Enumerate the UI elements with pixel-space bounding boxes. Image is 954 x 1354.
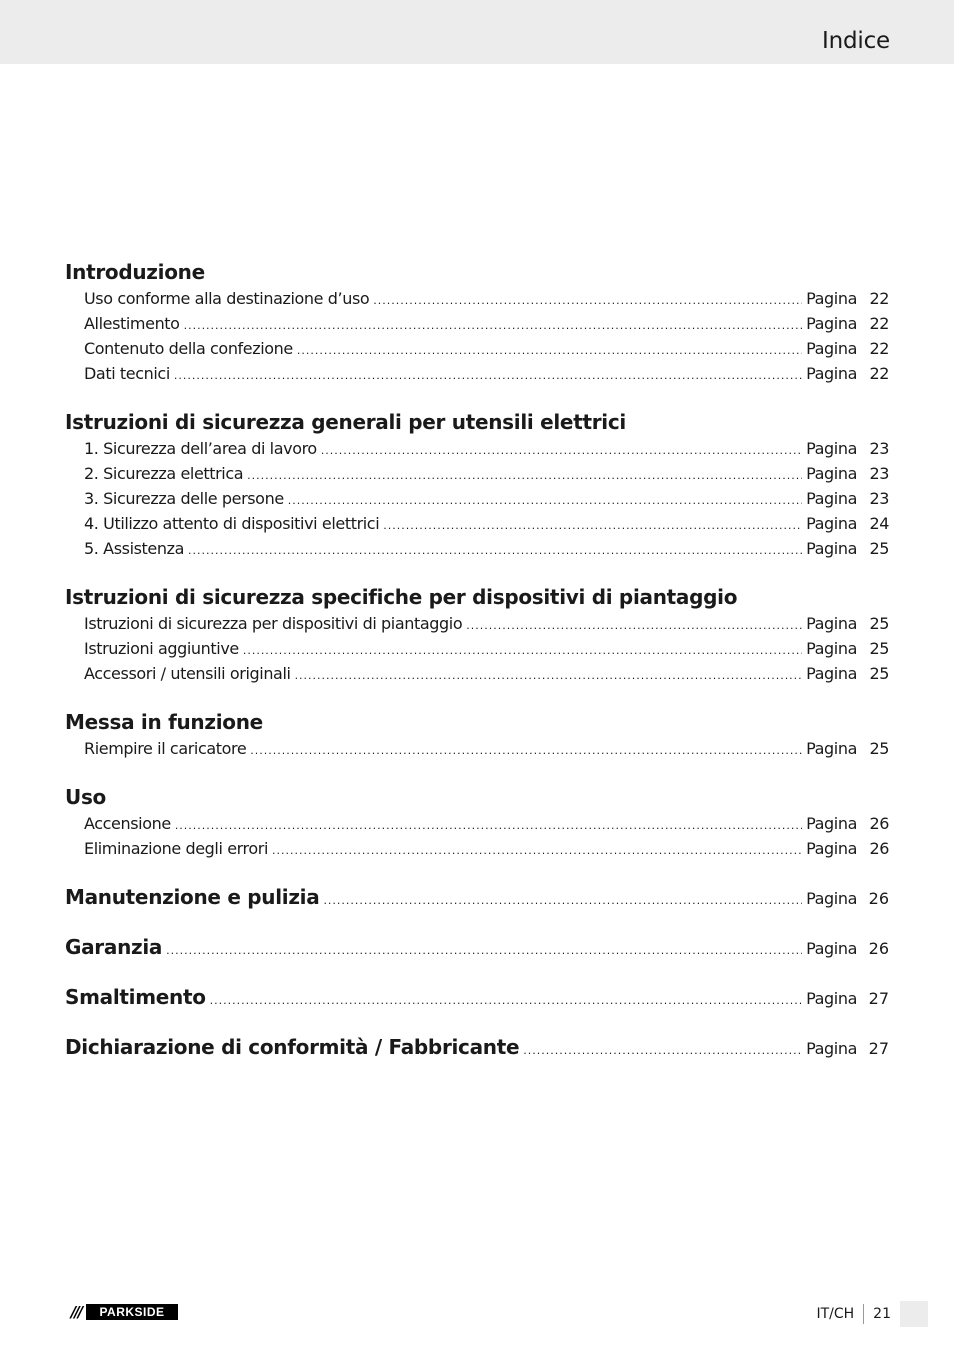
toc-entry-page-number: 26 [869, 839, 889, 858]
dot-leader [250, 738, 802, 763]
toc-entry-label: 5. Assistenza [84, 539, 185, 558]
dot-leader [373, 288, 802, 313]
page-number: 21 [873, 1306, 891, 1322]
toc-entry-page-number: 26 [868, 889, 889, 908]
toc-entry-label: Accessori / utensili originali [84, 664, 291, 683]
toc-entry-page-number: 25 [869, 539, 889, 558]
toc-entry-page-number: 26 [868, 939, 889, 958]
toc-entry-page-word: Pagina [806, 489, 857, 508]
toc-entry[interactable] [65, 611, 889, 636]
toc-entry-label: Istruzioni aggiuntive [84, 639, 239, 658]
dot-leader [295, 663, 803, 688]
toc-entry-page-word: Pagina [806, 989, 857, 1008]
toc-section-heading[interactable]: Uso [65, 785, 106, 809]
dot-leader [175, 813, 802, 838]
toc-entry-page-number: 26 [869, 814, 889, 833]
toc-entry-label: Riempire il caricatore [84, 739, 247, 758]
toc-entry-page-word: Pagina [806, 814, 857, 833]
toc-entry-page-number: 23 [869, 439, 889, 458]
toc-entry-label: Dati tecnici [84, 364, 170, 383]
toc-section-heading[interactable]: Messa in funzione [65, 710, 263, 734]
toc-entry[interactable] [65, 336, 889, 361]
dot-leader [297, 338, 802, 363]
toc-entry-page-word: Pagina [806, 889, 857, 908]
toc-entry-page-word: Pagina [806, 439, 857, 458]
section-spacer [65, 686, 889, 708]
toc-entry-page-word: Pagina [806, 464, 857, 483]
toc-entry-page-number: 22 [869, 314, 889, 333]
toc-section-heading[interactable]: Istruzioni di sicurezza generali per utensili elettrici [65, 410, 626, 434]
section-spacer [65, 561, 889, 583]
toc-entry-label: Accensione [84, 814, 171, 833]
toc-heading-entry[interactable] [65, 983, 889, 1011]
dot-leader [184, 313, 803, 338]
dot-leader [247, 463, 802, 488]
dot-leader [383, 513, 802, 538]
dot-leader [174, 363, 802, 388]
toc-entry-label: Eliminazione degli errori [84, 839, 268, 858]
dot-leader [243, 638, 802, 663]
toc-entry[interactable] [65, 511, 889, 536]
language-code: IT/CH [816, 1306, 855, 1322]
toc-entry-label: 2. Sicurezza elettrica [84, 464, 244, 483]
toc-entry-page-number: 25 [869, 739, 889, 758]
page-footer [816, 1301, 928, 1327]
toc-entry-page-word: Pagina [806, 339, 857, 358]
toc-entry-label: Allestimento [84, 314, 180, 333]
toc-entry[interactable] [65, 661, 889, 686]
toc-entry-page-word: Pagina [806, 314, 857, 333]
section-spacer [65, 386, 889, 408]
toc-entry-page-number: 27 [868, 989, 889, 1008]
toc-entry-page-word: Pagina [806, 1039, 857, 1058]
toc-heading-label: Smaltimento [65, 985, 206, 1009]
toc-entry[interactable] [65, 636, 889, 661]
dot-leader [321, 438, 802, 463]
toc-entry-page-word: Pagina [806, 939, 857, 958]
toc-entry[interactable] [65, 286, 889, 311]
toc-entry-page-number: 23 [869, 489, 889, 508]
toc-entry-page-word: Pagina [806, 364, 857, 383]
toc-entry-label: Uso conforme alla destinazione d’uso [84, 289, 370, 308]
toc-heading-label: Garanzia [65, 935, 163, 959]
toc-entry-label: 1. Sicurezza dell’area di lavoro [84, 439, 317, 458]
toc-entry-page-number: 22 [869, 289, 889, 308]
toc-entry-page-number: 25 [869, 664, 889, 683]
toc-entry-page-number: 25 [869, 614, 889, 633]
toc-entry-page-number: 22 [869, 339, 889, 358]
toc-heading-label: Manutenzione e pulizia [65, 885, 320, 909]
section-spacer [65, 761, 889, 783]
dot-leader [166, 937, 802, 965]
toc-entry-page-number: 24 [869, 514, 889, 533]
toc-entry[interactable] [65, 361, 889, 386]
toc-entry-page-word: Pagina [806, 839, 857, 858]
toc-entry-label: 3. Sicurezza delle persone [84, 489, 284, 508]
toc-entry-label: Istruzioni di sicurezza per dispositivi di piantaggio [84, 614, 463, 633]
header-band [0, 0, 954, 64]
dot-leader [523, 1037, 802, 1065]
toc-section-heading[interactable]: Istruzioni di sicurezza specifiche per dispositivi di piantaggio [65, 585, 738, 609]
toc-entry-label: Contenuto della confezione [84, 339, 293, 358]
toc-entry-page-word: Pagina [806, 289, 857, 308]
dot-leader [188, 538, 802, 563]
toc-entry-page-number: 27 [868, 1039, 889, 1058]
toc-heading-entry[interactable] [65, 933, 889, 961]
toc-entry-page-number: 22 [869, 364, 889, 383]
toc-heading-label: Dichiarazione di conformità / Fabbricante [65, 1035, 520, 1059]
table-of-contents [65, 258, 889, 1061]
toc-entry[interactable] [65, 736, 889, 761]
toc-entry[interactable] [65, 461, 889, 486]
page-title: Indice [822, 28, 890, 54]
toc-entry-page-word: Pagina [806, 614, 857, 633]
toc-entry-page-number: 25 [869, 639, 889, 658]
toc-entry[interactable] [65, 811, 889, 836]
toc-entry[interactable] [65, 436, 889, 461]
toc-entry-page-word: Pagina [806, 539, 857, 558]
toc-section-heading[interactable]: Introduzione [65, 260, 205, 284]
toc-entry[interactable] [65, 836, 889, 861]
toc-entry-label: 4. Utilizzo attento di dispositivi elettrici [84, 514, 380, 533]
toc-entry-page-word: Pagina [806, 739, 857, 758]
toc-entry[interactable] [65, 536, 889, 561]
page-tab-marker [900, 1301, 928, 1327]
toc-heading-entry[interactable] [65, 883, 889, 911]
toc-entry[interactable] [65, 311, 889, 336]
logo-wordmark: PARKSIDE [86, 1304, 178, 1320]
toc-heading-entry[interactable] [65, 1033, 889, 1061]
dot-leader [323, 887, 802, 915]
toc-entry-page-word: Pagina [806, 514, 857, 533]
toc-entry-page-word: Pagina [806, 664, 857, 683]
dot-leader [288, 488, 802, 513]
dot-leader [210, 987, 802, 1015]
toc-entry-page-word: Pagina [806, 639, 857, 658]
toc-entry[interactable] [65, 486, 889, 511]
dot-leader [466, 613, 802, 638]
toc-entry-page-number: 23 [869, 464, 889, 483]
parkside-logo [66, 1303, 178, 1321]
dot-leader [272, 838, 802, 863]
logo-stripes: /// [66, 1303, 86, 1321]
